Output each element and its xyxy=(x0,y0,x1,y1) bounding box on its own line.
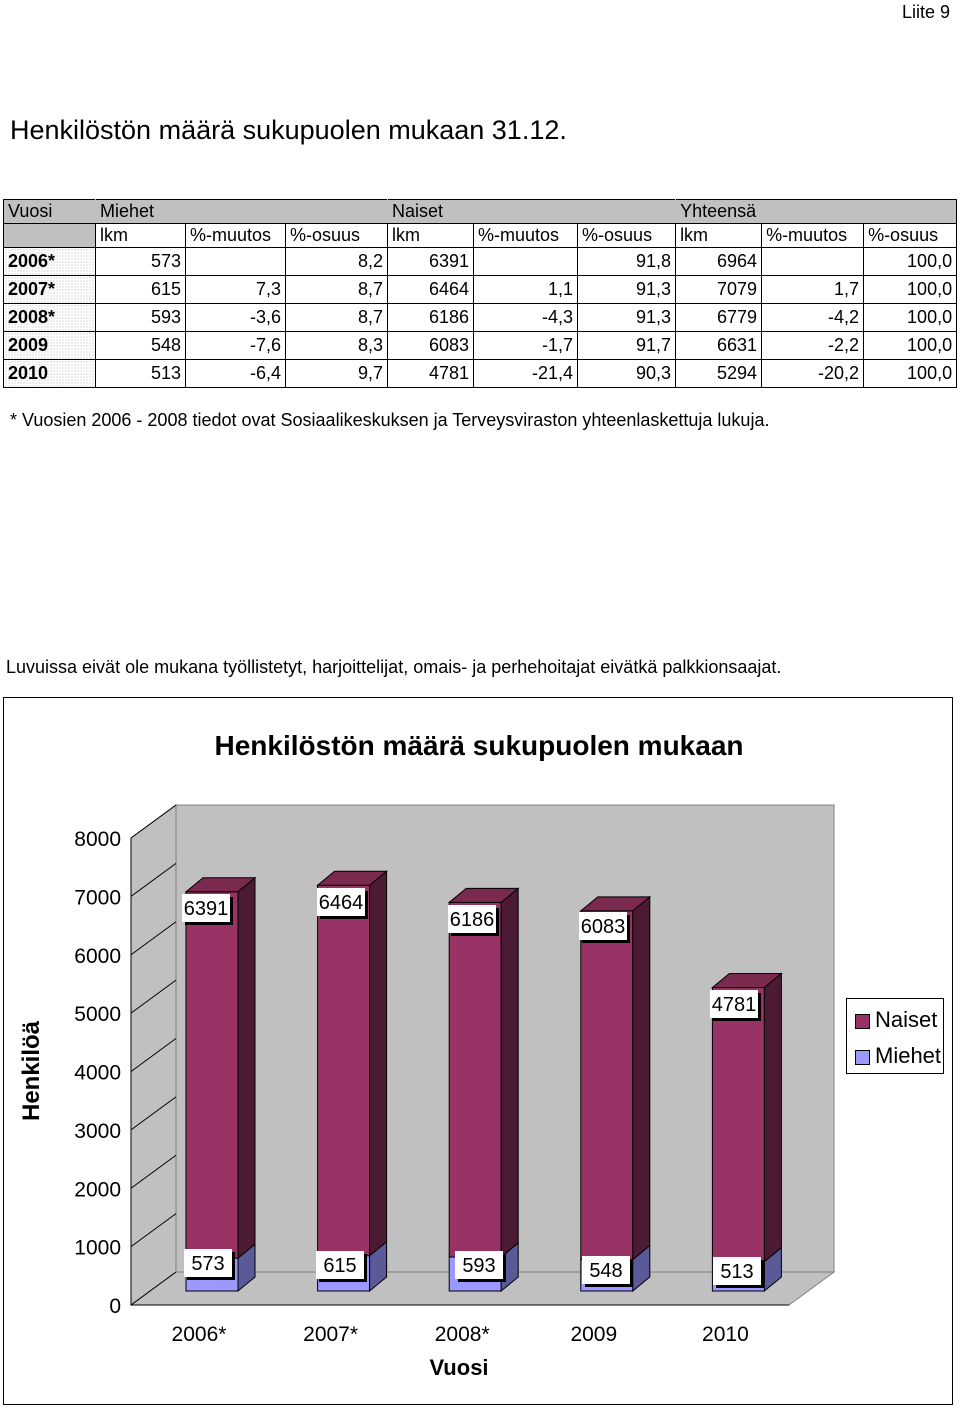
value-cell xyxy=(474,248,578,276)
data-label-naiset: 6391 xyxy=(183,898,229,920)
bar-naiset-side xyxy=(633,897,650,1260)
value-cell: 100,0 xyxy=(864,248,957,276)
value-cell: -7,6 xyxy=(186,332,286,360)
sub-header-cell: lkm xyxy=(96,224,186,248)
value-cell: 6464 xyxy=(388,276,474,304)
y-tick-label: 3000 xyxy=(74,1119,121,1143)
y-axis-title: Henkilöä xyxy=(18,1020,45,1122)
table-row xyxy=(4,360,957,388)
page-title: Henkilöstön määrä sukupuolen mukaan 31.12. xyxy=(10,115,567,145)
staff-table xyxy=(3,199,957,388)
bar-naiset-front xyxy=(449,902,501,1257)
value-cell: 1,1 xyxy=(474,276,578,304)
value-cell: -2,2 xyxy=(762,332,864,360)
group-header-cell: Vuosi xyxy=(4,200,96,224)
value-cell: 8,2 xyxy=(286,248,388,276)
value-cell: 573 xyxy=(96,248,186,276)
value-cell: 7,3 xyxy=(186,276,286,304)
year-cell: 2007* xyxy=(4,276,96,304)
data-label-miehet: 548 xyxy=(589,1260,623,1282)
y-tick-label: 1000 xyxy=(74,1236,121,1260)
x-tick-label: 2010 xyxy=(702,1323,749,1346)
value-cell: 8,7 xyxy=(286,304,388,332)
year-cell: 2006* xyxy=(4,248,96,276)
value-cell: 1,7 xyxy=(762,276,864,304)
x-tick-label: 2008* xyxy=(434,1323,490,1346)
x-axis-title: Vuosi xyxy=(429,1355,489,1380)
value-cell xyxy=(762,248,864,276)
data-label-naiset: 6186 xyxy=(449,909,495,931)
table-sub-header-row xyxy=(4,224,957,248)
legend-swatch-miehet xyxy=(855,1050,870,1065)
y-tick-label: 2000 xyxy=(74,1178,121,1202)
sub-header-cell: %-muutos xyxy=(762,224,864,248)
bar-naiset-front xyxy=(581,911,633,1260)
value-cell: -20,2 xyxy=(762,360,864,388)
group-header-cell: Miehet xyxy=(96,200,388,224)
sub-header-cell: %-muutos xyxy=(186,224,286,248)
value-cell: 90,3 xyxy=(578,360,676,388)
value-cell: 6631 xyxy=(676,332,762,360)
table-row xyxy=(4,332,957,360)
appendix-label: Liite 9 xyxy=(901,2,950,22)
bar-naiset-front xyxy=(183,892,238,1258)
legend xyxy=(846,998,944,1074)
value-cell: 5294 xyxy=(676,360,762,388)
value-cell: 6964 xyxy=(676,248,762,276)
value-cell: 100,0 xyxy=(864,332,957,360)
table-body xyxy=(4,200,957,388)
value-cell: -4,2 xyxy=(762,304,864,332)
sub-header-cell: lkm xyxy=(676,224,762,248)
value-cell: 6391 xyxy=(388,248,474,276)
data-label-miehet: 593 xyxy=(462,1255,496,1277)
value-cell: 100,0 xyxy=(864,276,957,304)
group-header-cell: Yhteensä xyxy=(676,200,957,224)
table-group-header-row xyxy=(4,200,957,224)
footnote: * Vuosien 2006 - 2008 tiedot ovat Sosiaalikeskuksen ja Terveysviraston yhteenlaskettuja lukuja. xyxy=(10,410,770,430)
value-cell: -1,7 xyxy=(474,332,578,360)
value-cell: 91,3 xyxy=(578,276,676,304)
y-tick-label: 6000 xyxy=(74,944,121,968)
sub-header-cell: %-osuus xyxy=(864,224,957,248)
value-cell: 593 xyxy=(96,304,186,332)
value-cell: 6083 xyxy=(388,332,474,360)
y-tick-label: 4000 xyxy=(74,1061,121,1085)
data-label-naiset: 6083 xyxy=(580,916,626,938)
value-cell: 548 xyxy=(96,332,186,360)
y-tick-label: 7000 xyxy=(74,886,121,910)
chart-title: Henkilöstön määrä sukupuolen mukaan xyxy=(214,730,744,761)
bar-naiset-side xyxy=(764,974,781,1262)
value-cell: -6,4 xyxy=(186,360,286,388)
value-cell: 91,8 xyxy=(578,248,676,276)
group-header-cell: Naiset xyxy=(388,200,676,224)
bar-naiset-side xyxy=(370,871,387,1256)
value-cell: 100,0 xyxy=(864,304,957,332)
value-cell xyxy=(186,248,286,276)
data-label-miehet: 513 xyxy=(720,1261,754,1283)
table-row xyxy=(4,304,957,332)
legend-label-miehet: Miehet xyxy=(875,1043,942,1068)
chart-area xyxy=(3,697,953,1405)
value-cell: 91,3 xyxy=(578,304,676,332)
table-row xyxy=(4,276,957,304)
year-cell: 2009 xyxy=(4,332,96,360)
sub-header-cell: %-osuus xyxy=(578,224,676,248)
y-tick-label: 8000 xyxy=(74,828,121,851)
y-tick-label: 5000 xyxy=(74,1003,121,1027)
value-cell: 4781 xyxy=(388,360,474,388)
value-cell: 513 xyxy=(96,360,186,388)
bar-naiset-side xyxy=(501,888,518,1257)
value-cell: -21,4 xyxy=(474,360,578,388)
x-tick-label: 2009 xyxy=(570,1323,618,1346)
value-cell: 615 xyxy=(96,276,186,304)
data-label-miehet: 573 xyxy=(191,1253,225,1275)
value-cell: -3,6 xyxy=(186,304,286,332)
sub-header-cell xyxy=(4,224,96,248)
bar-naiset-front xyxy=(318,885,370,1256)
y-tick-label: 0 xyxy=(109,1295,121,1318)
value-cell: 8,3 xyxy=(286,332,388,360)
value-cell: 6186 xyxy=(388,304,474,332)
x-tick-label: 2007* xyxy=(303,1323,359,1346)
value-cell: 7079 xyxy=(676,276,762,304)
year-cell: 2010 xyxy=(4,360,96,388)
value-cell: 8,7 xyxy=(286,276,388,304)
legend-swatch-naiset xyxy=(855,1014,870,1029)
stacked-bar-chart xyxy=(4,698,952,1404)
value-cell: 100,0 xyxy=(864,360,957,388)
exclusion-note: Luvuissa eivät ole mukana työllistetyt, harjoittelijat, omais- ja perhehoitajat eivätkä palkkionsaajat. xyxy=(6,657,782,677)
sub-header-cell: lkm xyxy=(388,224,474,248)
data-label-miehet: 615 xyxy=(323,1255,357,1277)
table-row xyxy=(4,248,957,276)
value-cell: -4,3 xyxy=(474,304,578,332)
sub-header-cell: %-muutos xyxy=(474,224,578,248)
value-cell: 6779 xyxy=(676,304,762,332)
year-cell: 2008* xyxy=(4,304,96,332)
value-cell: 9,7 xyxy=(286,360,388,388)
sub-header-cell: %-osuus xyxy=(286,224,388,248)
x-tick-label: 2006* xyxy=(171,1323,227,1346)
data-label-naiset: 6464 xyxy=(318,892,364,914)
bar-naiset-side xyxy=(238,878,255,1258)
data-label-naiset: 4781 xyxy=(711,994,757,1016)
legend-label-naiset: Naiset xyxy=(875,1007,938,1032)
value-cell: 91,7 xyxy=(578,332,676,360)
bar-naiset-front xyxy=(712,988,764,1262)
